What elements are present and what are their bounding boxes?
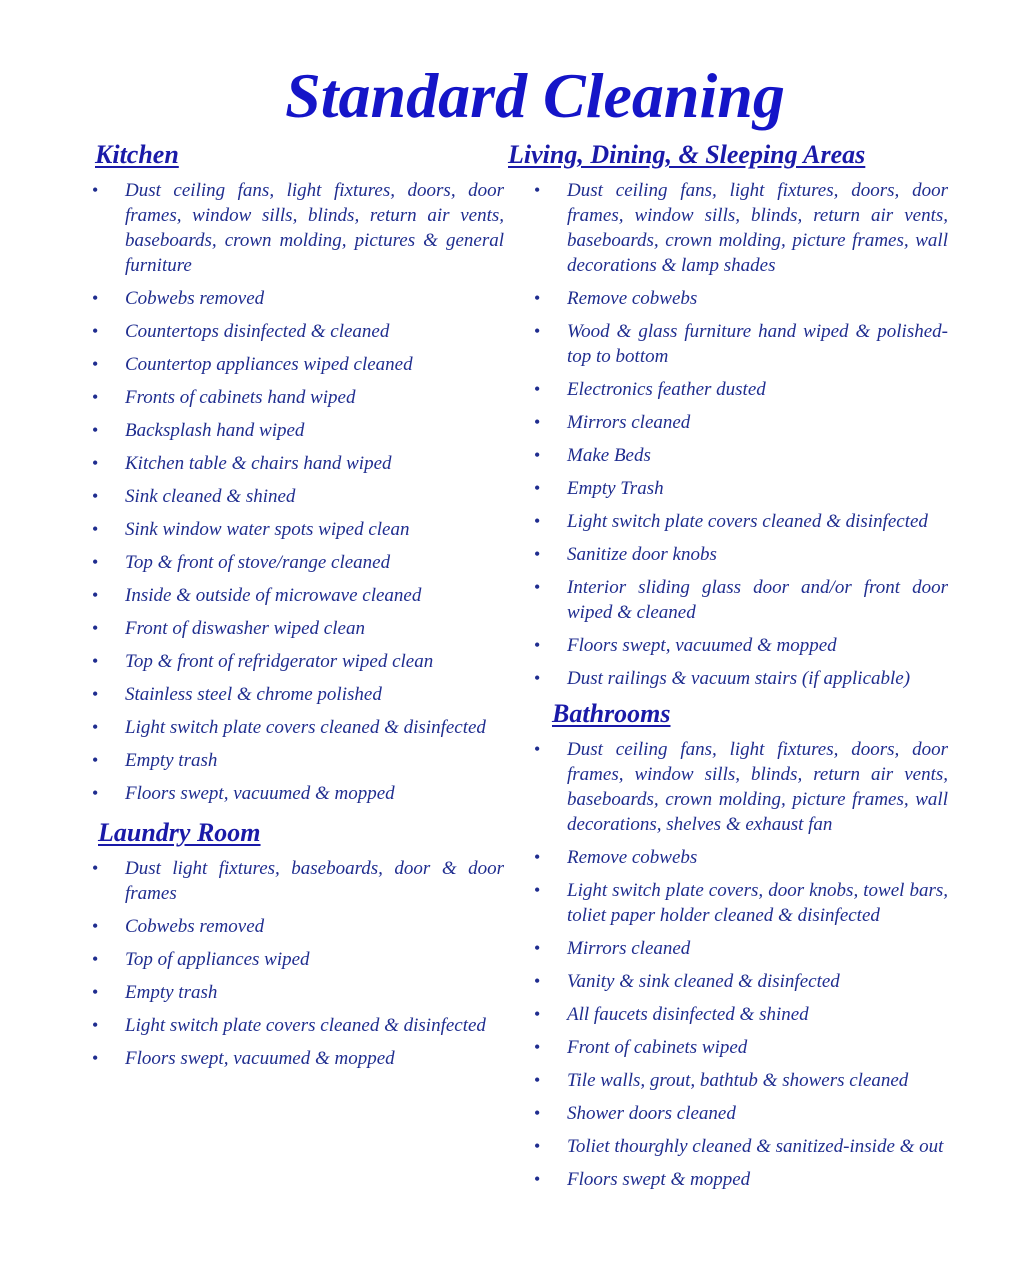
list-item <box>534 1167 948 1192</box>
list-item-text: Electronics feather dusted <box>567 379 766 400</box>
list-item-text: Countertops disinfected & cleaned <box>125 321 390 342</box>
list-item-text: Mirrors cleaned <box>567 938 691 959</box>
bullet-icon: • <box>92 354 99 374</box>
list-item-text: Front of cabinets wiped <box>567 1037 748 1058</box>
bullet-icon: • <box>534 1004 541 1024</box>
list-item <box>92 856 504 906</box>
bathrooms-list <box>508 737 948 1192</box>
list-item-text: Kitchen table & chairs hand wiped <box>125 453 392 474</box>
list-item-text: Tile walls, grout, bathtub & showers cleaned <box>567 1070 909 1091</box>
list-item-text: Mirrors cleaned <box>567 412 691 433</box>
list-item <box>92 583 504 608</box>
list-item-text: Sink window water spots wiped clean <box>125 519 410 540</box>
bullet-icon: • <box>534 412 541 432</box>
bullet-icon: • <box>534 1037 541 1057</box>
list-item-text: Floors swept, vacuumed & mopped <box>125 783 395 804</box>
list-item-text: Floors swept & mopped <box>567 1169 751 1190</box>
list-item-text: Dust ceiling fans, light fixtures, doors, door frames, window sills, blinds, return air vents, baseboards, crown molding, picture frames, wall decorations, shelves & exhaust fan <box>567 739 948 835</box>
list-item-text: Light switch plate covers cleaned & disinfected <box>567 511 928 532</box>
bullet-icon: • <box>534 478 541 498</box>
bullet-icon: • <box>92 321 99 341</box>
bullet-icon: • <box>92 1048 99 1068</box>
list-item-text: Backsplash hand wiped <box>125 420 305 441</box>
bullet-icon: • <box>534 635 541 655</box>
bullet-icon: • <box>534 321 541 341</box>
list-item-text: Fronts of cabinets hand wiped <box>125 387 356 408</box>
list-item <box>92 1013 504 1038</box>
laundry-list <box>92 856 504 1071</box>
bullet-icon: • <box>534 971 541 991</box>
list-item <box>92 1046 504 1071</box>
list-item <box>92 418 504 443</box>
list-item <box>92 385 504 410</box>
list-item-text: Light switch plate covers cleaned & disinfected <box>125 717 486 738</box>
list-item <box>534 575 948 625</box>
list-item <box>92 319 504 344</box>
left-column <box>92 136 504 1079</box>
list-item <box>92 616 504 641</box>
bullet-icon: • <box>92 486 99 506</box>
list-item <box>534 666 948 691</box>
list-item <box>534 737 948 837</box>
bullet-icon: • <box>534 445 541 465</box>
bullet-icon: • <box>534 1103 541 1123</box>
list-item-text: Remove cobwebs <box>567 288 698 309</box>
bullet-icon: • <box>534 847 541 867</box>
list-item <box>534 845 948 870</box>
list-item-text: All faucets disinfected & shined <box>567 1004 809 1025</box>
list-item <box>534 1002 948 1027</box>
bullet-icon: • <box>92 750 99 770</box>
list-item-text: Dust light fixtures, baseboards, door & door frames <box>125 858 504 904</box>
bullet-icon: • <box>92 420 99 440</box>
bullet-icon: • <box>92 982 99 1002</box>
list-item-text: Shower doors cleaned <box>567 1103 736 1124</box>
list-item <box>534 1068 948 1093</box>
bullet-icon: • <box>92 949 99 969</box>
bullet-icon: • <box>92 180 99 200</box>
list-item <box>534 286 948 311</box>
list-item-text: Dust ceiling fans, light fixtures, doors, door frames, window sills, blinds, return air vents, baseboards, crown molding, pictures & general furniture <box>125 180 504 276</box>
list-item-text: Empty trash <box>125 750 218 771</box>
list-item <box>534 319 948 369</box>
list-item <box>534 542 948 567</box>
bullet-icon: • <box>92 916 99 936</box>
list-item-text: Dust ceiling fans, light fixtures, doors, door frames, window sills, blinds, return air vents, baseboards, crown molding, picture frames, wall decorations & lamp shades <box>567 180 948 276</box>
list-item <box>534 443 948 468</box>
bullet-icon: • <box>534 379 541 399</box>
list-item <box>92 715 504 740</box>
list-item <box>92 914 504 939</box>
bullet-icon: • <box>92 783 99 803</box>
list-item-text: Remove cobwebs <box>567 847 698 868</box>
page-title: Standard Cleaning <box>285 60 785 131</box>
list-item <box>534 936 948 961</box>
list-item <box>92 649 504 674</box>
list-item <box>534 410 948 435</box>
list-item-text: Cobwebs removed <box>125 916 265 937</box>
list-item-text: Top & front of refridgerator wiped clean <box>125 651 434 672</box>
laundry-heading: Laundry Room <box>98 818 261 847</box>
list-item-text: Empty trash <box>125 982 218 1003</box>
bullet-icon: • <box>92 858 99 878</box>
bullet-icon: • <box>534 880 541 900</box>
bullet-icon: • <box>92 453 99 473</box>
list-item-text: Wood & glass furniture hand wiped & polished-top to bottom <box>567 321 948 367</box>
list-item-text: Inside & outside of microwave cleaned <box>125 585 422 606</box>
list-item-text: Front of diswasher wiped clean <box>125 618 365 639</box>
list-item-text: Floors swept, vacuumed & mopped <box>567 635 837 656</box>
bullet-icon: • <box>534 739 541 759</box>
right-column <box>508 136 948 1200</box>
bullet-icon: • <box>92 717 99 737</box>
list-item-text: Top & front of stove/range cleaned <box>125 552 391 573</box>
bullet-icon: • <box>534 1136 541 1156</box>
bullet-icon: • <box>92 519 99 539</box>
list-item-text: Toliet thourghly cleaned & sanitized-inside & out <box>567 1136 944 1157</box>
list-item-text: Empty Trash <box>567 478 664 499</box>
list-item <box>92 352 504 377</box>
bullet-icon: • <box>92 618 99 638</box>
list-item <box>534 377 948 402</box>
list-item-text: Light switch plate covers, door knobs, towel bars, toliet paper holder cleaned & disinfected <box>567 880 948 926</box>
bullet-icon: • <box>92 585 99 605</box>
list-item <box>534 878 948 928</box>
bullet-icon: • <box>534 180 541 200</box>
bathrooms-heading: Bathrooms <box>552 699 671 728</box>
list-item-text: Top of appliances wiped <box>125 949 310 970</box>
list-item <box>92 178 504 278</box>
list-item-text: Floors swept, vacuumed & mopped <box>125 1048 395 1069</box>
list-item-text: Make Beds <box>567 445 651 466</box>
list-item-text: Interior sliding glass door and/or front door wiped & cleaned <box>567 577 948 623</box>
bullet-icon: • <box>92 552 99 572</box>
list-item <box>92 781 504 806</box>
bullet-icon: • <box>92 387 99 407</box>
bullet-icon: • <box>92 684 99 704</box>
list-item-text: Sanitize door knobs <box>567 544 717 565</box>
kitchen-list <box>92 178 504 806</box>
list-item <box>534 969 948 994</box>
list-item <box>534 1101 948 1126</box>
list-item <box>92 980 504 1005</box>
bullet-icon: • <box>534 511 541 531</box>
list-item <box>534 476 948 501</box>
list-item <box>534 1035 948 1060</box>
list-item-text: Cobwebs removed <box>125 288 265 309</box>
list-item-text: Dust railings & vacuum stairs (if applicable) <box>567 668 911 689</box>
bullet-icon: • <box>534 1070 541 1090</box>
list-item <box>92 748 504 773</box>
list-item-text: Vanity & sink cleaned & disinfected <box>567 971 840 992</box>
list-item <box>534 633 948 658</box>
bullet-icon: • <box>92 651 99 671</box>
bullet-icon: • <box>534 668 541 688</box>
bullet-icon: • <box>534 544 541 564</box>
list-item <box>92 451 504 476</box>
list-item-text: Countertop appliances wiped cleaned <box>125 354 413 375</box>
list-item <box>92 682 504 707</box>
bullet-icon: • <box>92 288 99 308</box>
bullet-icon: • <box>534 577 541 597</box>
list-item <box>534 509 948 534</box>
list-item-text: Stainless steel & chrome polished <box>125 684 382 705</box>
list-item <box>534 1134 948 1159</box>
list-item <box>92 517 504 542</box>
kitchen-heading: Kitchen <box>95 140 179 169</box>
bullet-icon: • <box>92 1015 99 1035</box>
list-item <box>92 550 504 575</box>
living-list <box>508 178 948 691</box>
list-item-text: Light switch plate covers cleaned & disinfected <box>125 1015 486 1036</box>
list-item <box>534 178 948 278</box>
bullet-icon: • <box>534 288 541 308</box>
list-item-text: Sink cleaned & shined <box>125 486 296 507</box>
list-item <box>92 947 504 972</box>
bullet-icon: • <box>534 938 541 958</box>
list-item <box>92 484 504 509</box>
living-heading: Living, Dining, & Sleeping Areas <box>508 140 866 169</box>
list-item <box>92 286 504 311</box>
bullet-icon: • <box>534 1169 541 1189</box>
